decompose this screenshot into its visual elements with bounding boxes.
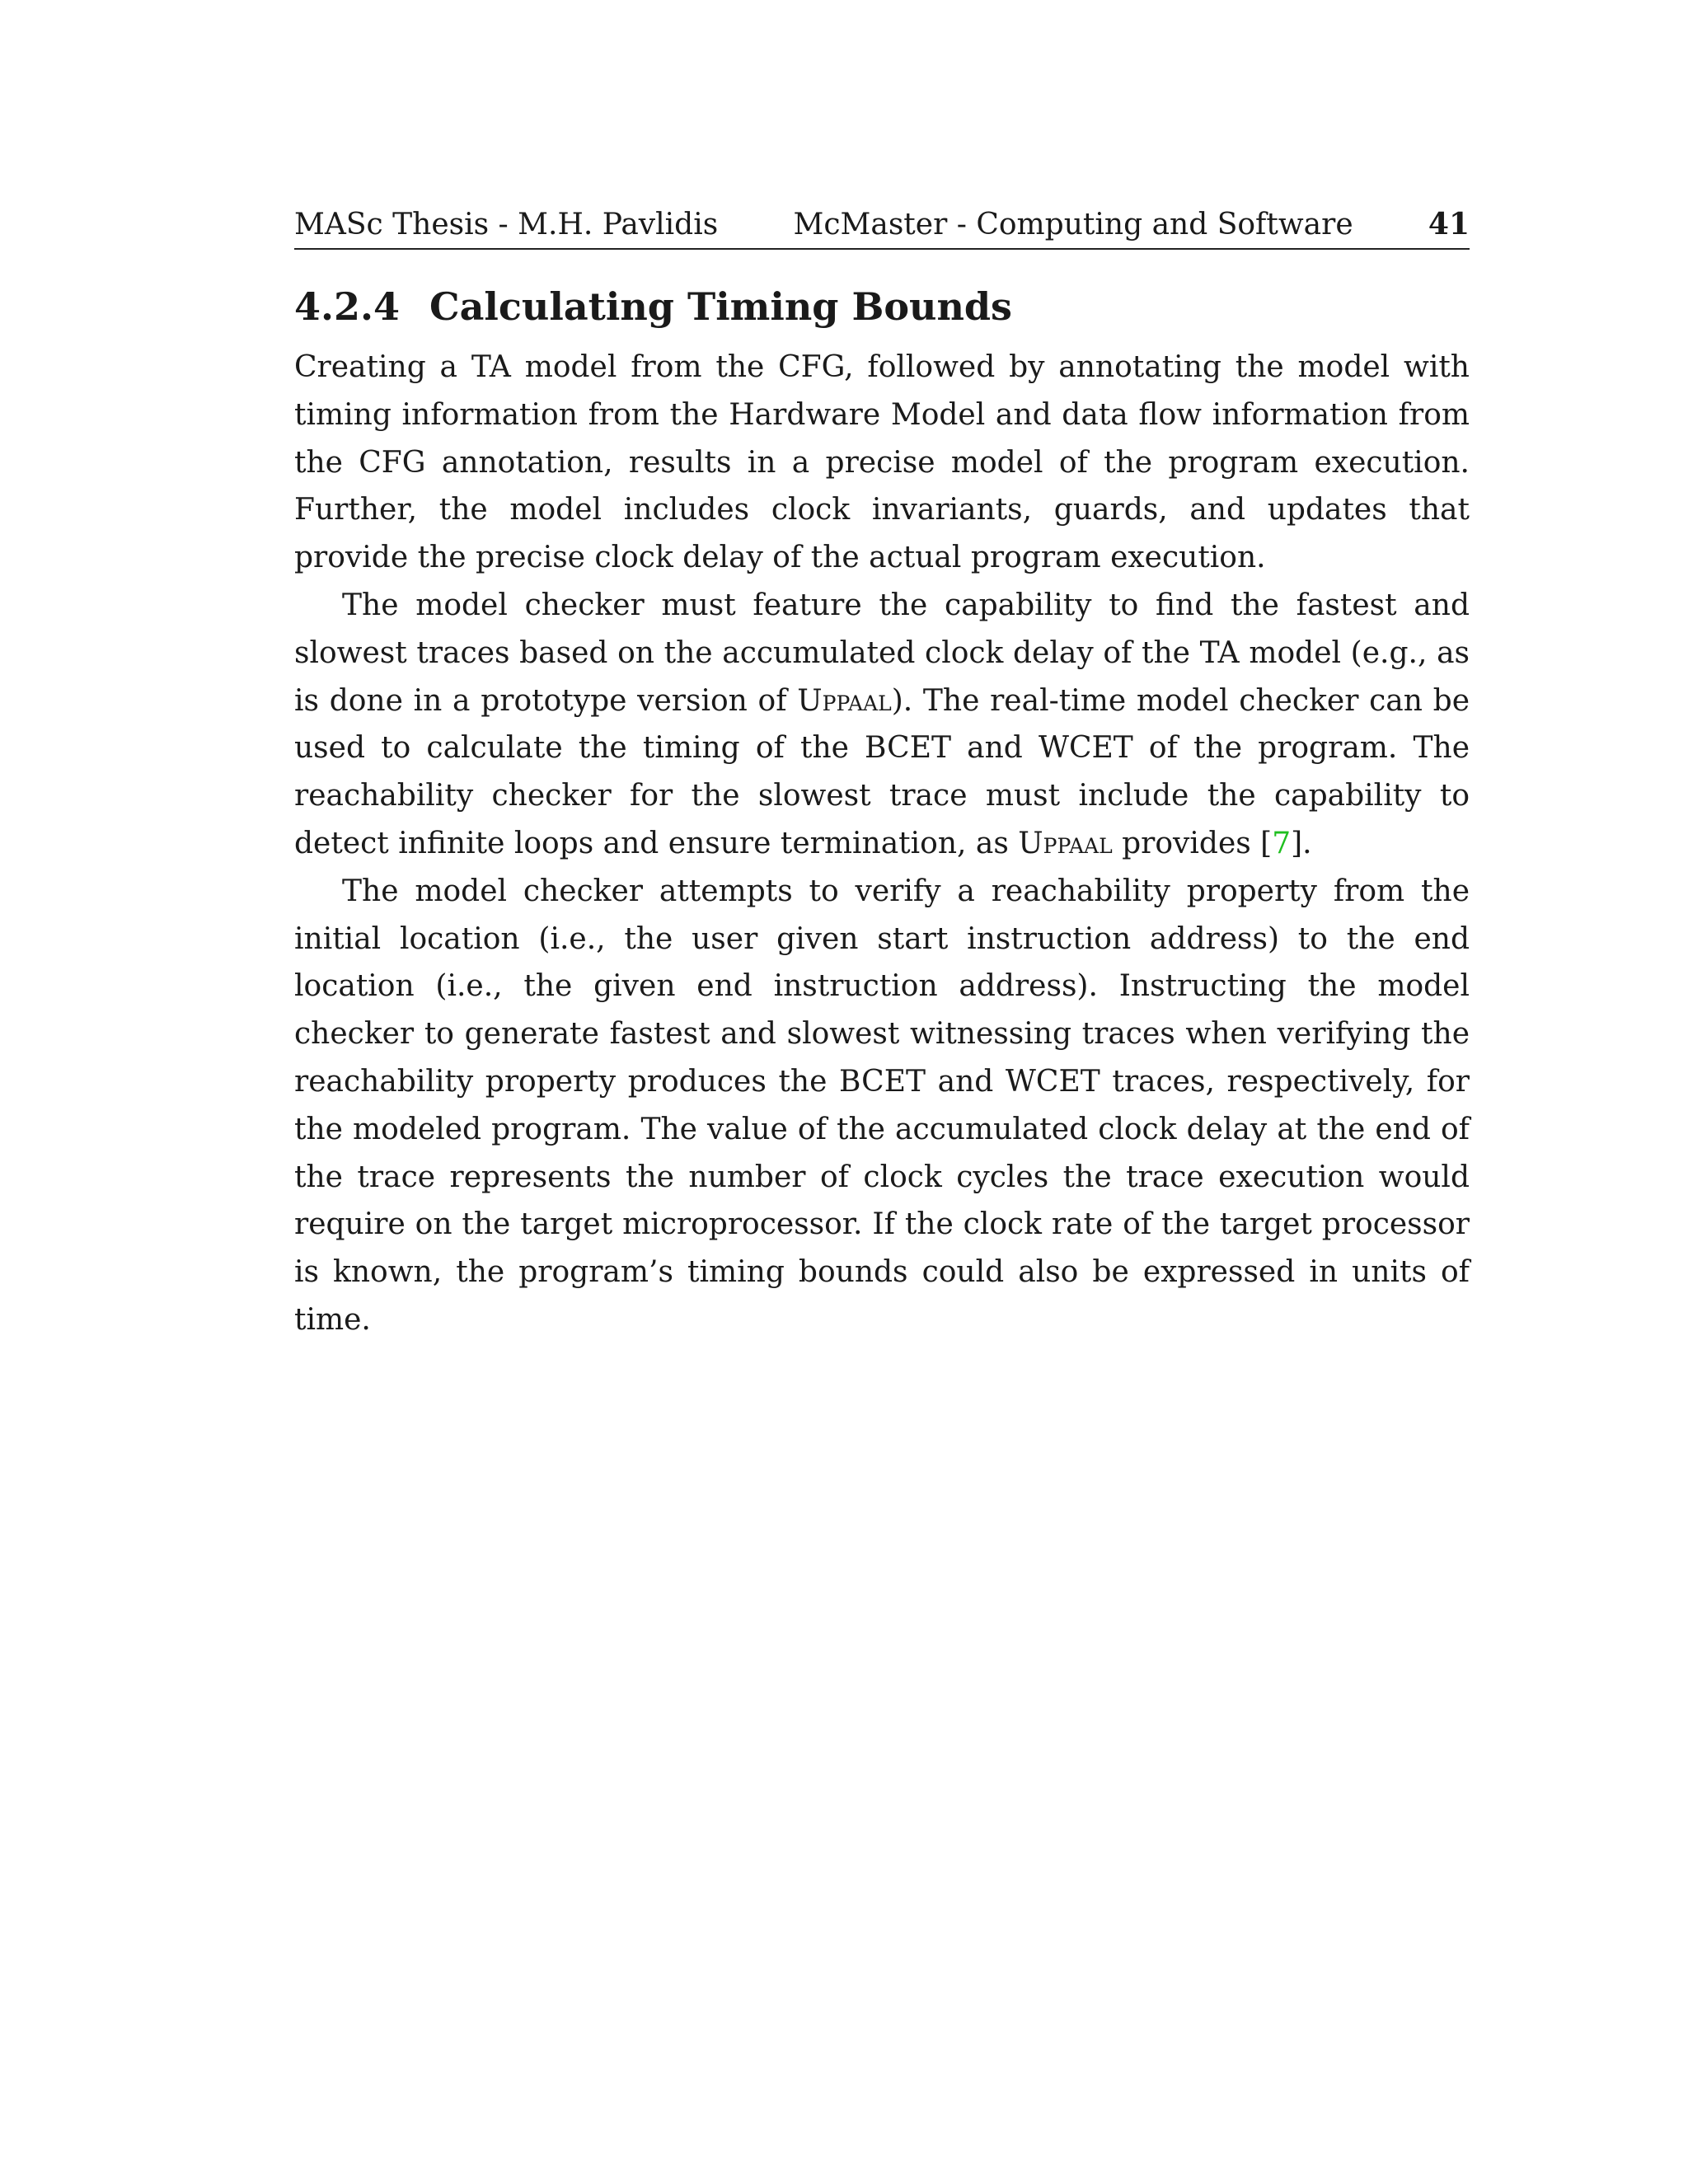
page-number: 41 bbox=[1428, 207, 1470, 241]
section-body bbox=[294, 344, 1470, 1344]
header-department: McMaster - Computing and Software bbox=[793, 208, 1353, 241]
paragraph-3: The model checker attempts to verify a reachability property from the initial location (i.e., the user given start instruction address) to the end location (i.e., the given end instruction address). Instructing the model checker to generate fastest and slowest witnessing traces when verifying the reachability property produces the BCET and WCET traces, respectively, for the modeled program. The value of the accumulated clock delay at the end of the trace represents the number of clock cycles the trace execution would require on the target microprocessor. If the clock rate of the target processor is known, the program’s timing bounds could also be expressed in units of time. bbox=[294, 874, 1470, 1337]
thesis-page bbox=[294, 206, 1470, 1344]
uppaal-name: Uppaal bbox=[1018, 826, 1113, 860]
paragraph-2-part-c: provides [ bbox=[1112, 826, 1273, 860]
section-number: 4.2.4 bbox=[294, 284, 401, 329]
paragraph-2-part-b: ). The real-time model checker can be used to calculate the timing of the BCET and WCET of the program. The reachability checker for the slowest trace must include the capability to detect infinite loops and ensure termination, as bbox=[294, 683, 1470, 860]
header-author: MASc Thesis - M.H. Pavlidis bbox=[294, 208, 719, 241]
running-header bbox=[294, 206, 1470, 250]
paragraph-2-part-a: The model checker must feature the capability to find the fastest and slowest traces based on the accumulated clock delay of the TA model (e.g., as is done in a prototype version of bbox=[294, 588, 1470, 718]
paragraph-2 bbox=[294, 582, 1470, 868]
uppaal-name: Uppaal bbox=[797, 683, 892, 718]
paragraph-2-part-d: ]. bbox=[1291, 826, 1312, 860]
paragraph-1: Creating a TA model from the CFG, followed by annotating the model with timing information from the Hardware Model and data flow information from the CFG annotation, results in a precise model of the program execution. Further, the model includes clock invariants, guards, and updates that provide the precise clock delay of the actual program execution. bbox=[294, 350, 1470, 575]
section-title: Calculating Timing Bounds bbox=[429, 284, 1012, 329]
section-heading bbox=[294, 283, 1470, 330]
citation-link[interactable]: 7 bbox=[1272, 826, 1292, 860]
